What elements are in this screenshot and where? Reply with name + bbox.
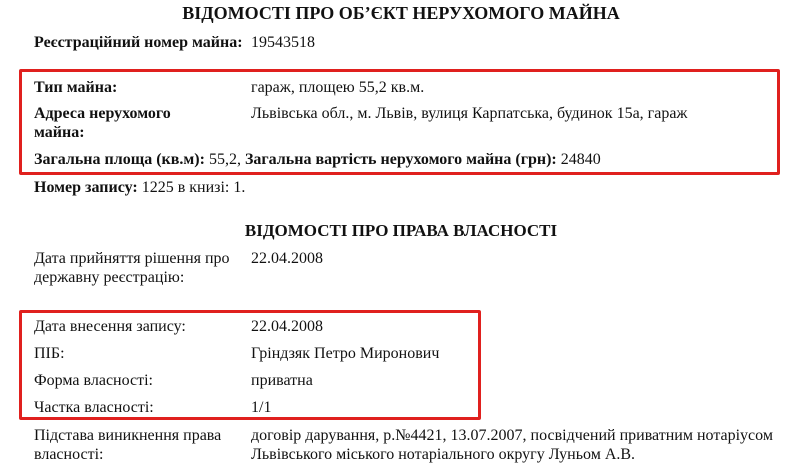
property-type-label: Тип майна: <box>34 79 118 96</box>
owner-name-label: ПІБ: <box>34 345 65 362</box>
record-number-value: 1225 в книзі: 1. <box>141 179 246 196</box>
owner-name-value: Гріндзяк Петро Миронович <box>251 345 440 362</box>
total-area-value: 55,2, <box>208 151 241 168</box>
property-section-title: ВІДОМОСТІ ПРО ОБ’ЄКТ НЕРУХОМОГО МАЙНА <box>182 3 620 23</box>
ownership-share-label: Частка власності: <box>34 399 154 416</box>
total-area-label: Загальна площа (кв.м): <box>34 151 205 168</box>
ownership-basis-label: Підстава виникнення права власності: <box>34 427 222 463</box>
record-number-line <box>34 178 634 197</box>
entry-date-value: 22.04.2008 <box>251 318 323 335</box>
registration-number-value: 19543518 <box>251 34 315 51</box>
property-address-label: Адреса нерухомого майна: <box>34 105 171 141</box>
ownership-form-label: Форма власності: <box>34 372 153 389</box>
decision-date-label: Дата прийняття рішення про державну реєстрацію: <box>34 250 230 286</box>
total-cost-value: 24840 <box>560 151 601 168</box>
record-number-label: Номер запису: <box>34 179 138 196</box>
decision-date-value: 22.04.2008 <box>251 250 323 267</box>
property-type-value: гараж, площею 55,2 кв.м. <box>251 79 425 96</box>
ownership-form-value: приватна <box>251 372 313 389</box>
ownership-basis-value: договір дарування, р.№4421, 13.07.2007, посвідчений приватним нотаріусом Львівського міського нотаріального округу Луньом А.В. <box>251 427 773 463</box>
property-address-value: Львівська обл., м. Львів, вулиця Карпатська, будинок 15а, гараж <box>251 105 688 122</box>
ownership-share-value: 1/1 <box>251 399 272 416</box>
entry-date-label: Дата внесення запису: <box>34 318 186 335</box>
area-cost-line <box>34 150 774 169</box>
registration-number-label: Реєстраційний номер майна: <box>34 34 243 51</box>
ownership-section-title: ВІДОМОСТІ ПРО ПРАВА ВЛАСНОСТІ <box>244 221 558 240</box>
total-cost-label: Загальна вартість нерухомого майна (грн): <box>244 151 557 168</box>
